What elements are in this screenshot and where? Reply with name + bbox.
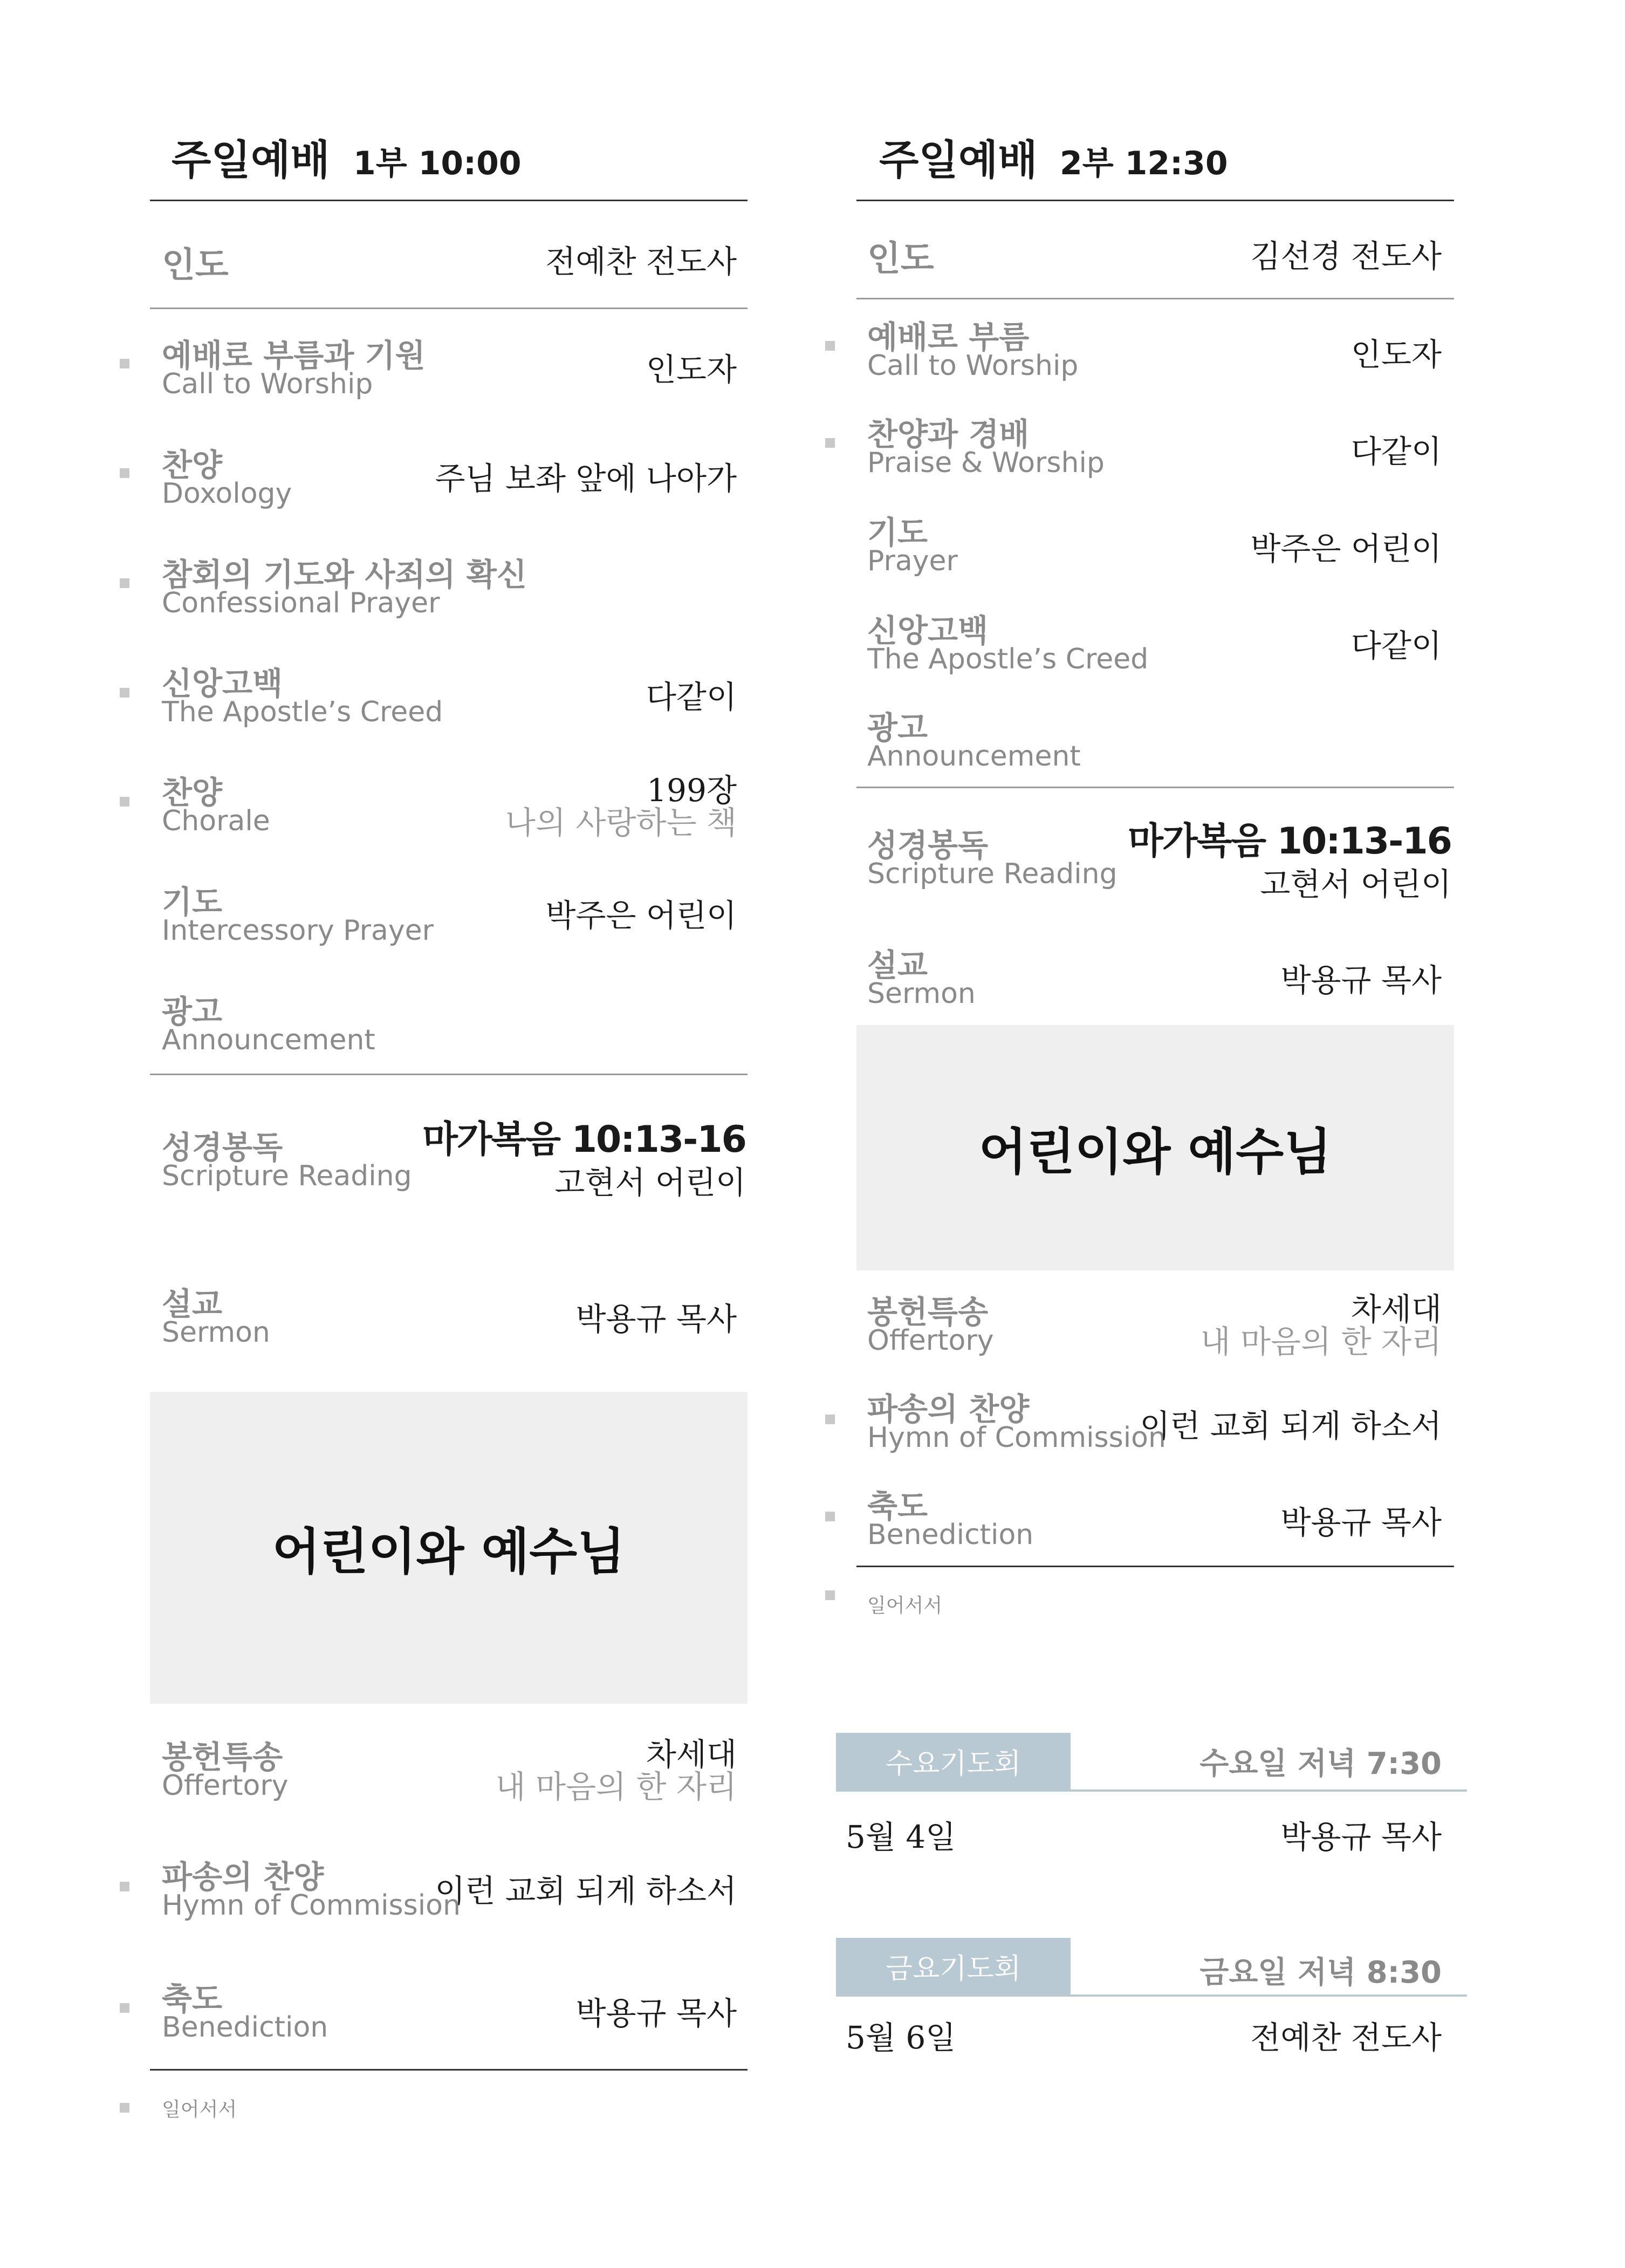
left-item-value: 주님 보좌 앞에 나아가 xyxy=(435,460,737,497)
right-benediction-english: Benediction xyxy=(867,1519,1034,1551)
right-item-value: 박주은 어린이 xyxy=(1250,530,1442,567)
left-stand-note: 일어서서 xyxy=(162,2099,237,2121)
right-offertory-song: 내 마음의 한 자리 xyxy=(1200,1323,1442,1360)
meeting-date: 5월 4일 xyxy=(846,1819,956,1855)
left-item-value: 다같이 xyxy=(646,679,737,715)
right-leader-divider xyxy=(856,298,1454,299)
right-sermon-english: Sermon xyxy=(867,978,976,1010)
right-leader-label: 인도 xyxy=(867,239,934,279)
left-leader-label: 인도 xyxy=(162,245,229,285)
meeting-leader: 전예찬 전도사 xyxy=(1250,2019,1442,2056)
right-item-label: 신앙고백 xyxy=(867,612,989,649)
right-benediction-label: 축도 xyxy=(867,1488,928,1525)
right-leader-value: 김선경 전도사 xyxy=(1250,238,1442,275)
bullet-icon xyxy=(120,797,129,807)
right-benediction-value: 박용규 목사 xyxy=(1280,1504,1442,1541)
left-sermon-title-box xyxy=(150,1392,748,1704)
right-item-label: 기도 xyxy=(867,514,928,551)
meeting-tag: 수요기도회 xyxy=(836,1733,1071,1789)
right-item-english: Announcement xyxy=(867,740,1081,773)
right-item-english: Call to Worship xyxy=(867,350,1079,382)
right-scripture-value: 마가복음 10:13-16 xyxy=(1128,820,1451,863)
right-item-english: The Apostle’s Creed xyxy=(867,643,1149,675)
left-benediction-english: Benediction xyxy=(162,2011,328,2044)
right-item-value: 다같이 xyxy=(1350,627,1442,664)
right-item-english: Praise & Worship xyxy=(867,447,1105,479)
bullet-icon xyxy=(825,341,835,351)
right-offertory-english: Offertory xyxy=(867,1324,994,1357)
meeting-divider xyxy=(836,1994,1467,1997)
bullet-icon xyxy=(120,2103,129,2113)
left-offertory-value: 차세대 xyxy=(646,1736,737,1773)
bullet-icon xyxy=(120,468,129,478)
left-item-english: Chorale xyxy=(162,805,270,837)
left-subtitle: 1부 10:00 xyxy=(353,145,522,182)
left-item-english: Doxology xyxy=(162,477,292,510)
left-sermon-value: 박용규 목사 xyxy=(575,1301,737,1337)
left-offertory-song: 내 마음의 한 자리 xyxy=(495,1768,737,1805)
left-title: 주일예배 xyxy=(172,136,330,184)
left-sermon-title: 어린이와 예수님 xyxy=(272,1523,626,1581)
right-sermon-value: 박용규 목사 xyxy=(1280,962,1442,999)
meeting-date: 5월 6일 xyxy=(846,2019,956,2056)
left-item-english: The Apostle’s Creed xyxy=(162,696,443,728)
left-commission-label: 파송의 찬양 xyxy=(162,1859,324,1895)
left-scripture-english: Scripture Reading xyxy=(162,1160,412,1192)
left-item-english: Call to Worship xyxy=(162,368,373,400)
left-scripture-reader: 고현서 어린이 xyxy=(554,1164,746,1201)
right-offertory-label: 봉헌특송 xyxy=(867,1294,989,1330)
left-scripture-value: 마가복음 10:13-16 xyxy=(422,1118,746,1161)
right-commission-english: Hymn of Commission xyxy=(867,1422,1166,1454)
right-sermon-title-box xyxy=(856,1025,1454,1270)
left-benediction-label: 축도 xyxy=(162,1980,223,2017)
left-scripture-label: 성경봉독 xyxy=(162,1129,283,1166)
right-footer-divider xyxy=(856,1566,1454,1567)
right-title: 주일예배 xyxy=(879,136,1038,184)
meeting-divider xyxy=(836,1789,1467,1792)
left-item-value: 박주은 어린이 xyxy=(545,897,737,934)
right-scripture-label: 성경봉독 xyxy=(867,827,989,864)
left-header-divider xyxy=(150,200,748,201)
right-item-label: 광고 xyxy=(867,709,928,746)
left-item-label: 참회의 기도와 사죄의 확신 xyxy=(162,556,527,593)
left-sermon-label: 설교 xyxy=(162,1286,223,1322)
right-sermon-label: 설교 xyxy=(867,947,928,983)
left-offertory-english: Offertory xyxy=(162,1770,289,1802)
bullet-icon xyxy=(825,1590,835,1600)
bullet-icon xyxy=(120,2003,129,2013)
left-footer-divider xyxy=(150,2069,748,2071)
bullet-icon xyxy=(825,438,835,448)
right-offertory-value: 차세대 xyxy=(1350,1291,1442,1328)
left-item-value: 199장 xyxy=(647,772,737,809)
right-item-english: Prayer xyxy=(867,545,958,577)
left-commission-value: 이런 교회 되게 하소서 xyxy=(435,1873,737,1909)
left-item-value-secondary: 나의 사랑하는 책 xyxy=(505,804,737,841)
right-stand-note: 일어서서 xyxy=(867,1595,943,1617)
left-offertory-label: 봉헌특송 xyxy=(162,1739,283,1775)
left-sermon-english: Sermon xyxy=(162,1316,270,1349)
bullet-icon xyxy=(825,1415,835,1424)
right-header-divider xyxy=(856,200,1454,201)
right-scripture-english: Scripture Reading xyxy=(867,858,1117,890)
bullet-icon xyxy=(825,1512,835,1521)
bullet-icon xyxy=(120,688,129,698)
bullet-icon xyxy=(120,1882,129,1891)
right-item-value: 인도자 xyxy=(1350,336,1442,373)
meeting-leader: 박용규 목사 xyxy=(1280,1819,1442,1855)
left-leader-value: 전예찬 전도사 xyxy=(545,243,737,280)
left-commission-english: Hymn of Commission xyxy=(162,1889,461,1922)
left-item-label: 신앙고백 xyxy=(162,665,283,702)
left-leader-divider xyxy=(150,308,748,309)
left-item-label: 찬양 xyxy=(162,447,223,483)
left-benediction-value: 박용규 목사 xyxy=(575,1995,737,2032)
left-announcement-divider xyxy=(150,1074,748,1075)
right-item-label: 예배로 부름 xyxy=(867,319,1030,356)
bullet-icon xyxy=(120,578,129,588)
left-item-english: Intercessory Prayer xyxy=(162,914,434,947)
right-sermon-title: 어린이와 예수님 xyxy=(978,1123,1332,1181)
left-item-value: 인도자 xyxy=(646,351,737,388)
left-item-english: Confessional Prayer xyxy=(162,587,440,619)
left-item-label: 찬양 xyxy=(162,774,223,811)
right-commission-value: 이런 교회 되게 하소서 xyxy=(1140,1408,1442,1444)
left-item-label: 예배로 부름과 기원 xyxy=(162,337,426,374)
right-commission-label: 파송의 찬양 xyxy=(867,1391,1030,1427)
right-announcement-divider xyxy=(856,787,1454,788)
meeting-tag: 금요기도회 xyxy=(836,1938,1071,1994)
bullet-icon xyxy=(120,359,129,368)
right-item-label: 찬양과 경배 xyxy=(867,416,1030,453)
right-item-value: 다같이 xyxy=(1350,433,1442,470)
left-item-label: 광고 xyxy=(162,993,223,1030)
meeting-time: 수요일 저녁 7:30 xyxy=(1199,1746,1442,1781)
right-subtitle: 2부 12:30 xyxy=(1060,145,1228,182)
left-item-label: 기도 xyxy=(162,884,223,920)
left-item-english: Announcement xyxy=(162,1024,375,1056)
right-scripture-reader: 고현서 어린이 xyxy=(1260,866,1451,903)
meeting-time: 금요일 저녁 8:30 xyxy=(1199,1955,1442,1990)
